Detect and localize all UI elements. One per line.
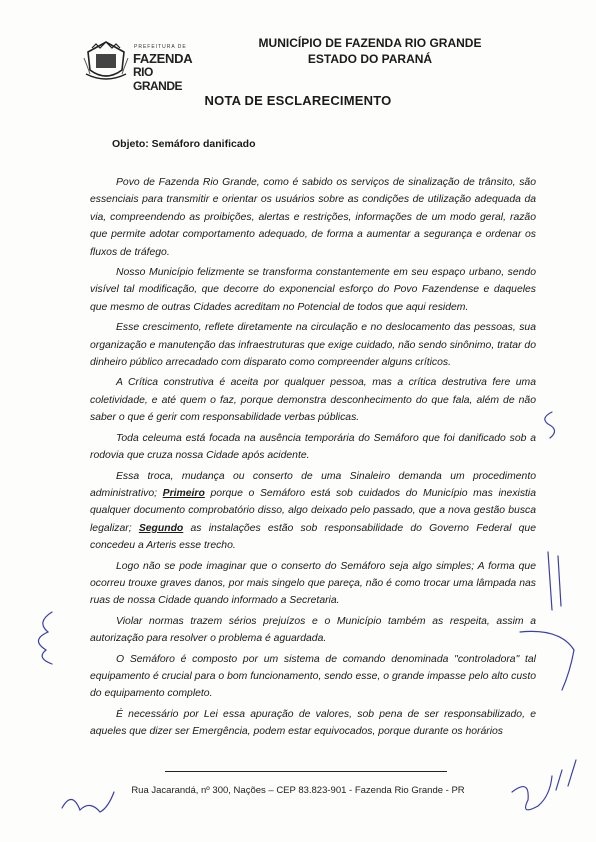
segundo-emphasis: Segundo	[138, 522, 184, 534]
municipality-logo	[82, 38, 200, 93]
logo-rio-grande-label: RIO GRANDE	[133, 65, 183, 93]
paragraph: Toda celeuma está focada na ausência temporária do Semáforo que foi danificado sob a rodovia que cruza nossa Cidade após acidente.	[90, 432, 536, 462]
paragraph-text: Essa troca, mudança ou conserto de uma Sinaleiro demanda um procedimento administrativo;	[90, 470, 536, 499]
footer-divider	[165, 771, 447, 772]
primeiro-emphasis: Primeiro	[162, 487, 205, 499]
municipality-header	[220, 35, 520, 67]
paragraph-text: as instalações estão sob responsabilidade do Governo Federal que concedeu a Arteris esse trecho.	[90, 522, 536, 552]
paragraph: Povo de Fazenda Rio Grande, como é sabido os serviços de sinalização de trânsito, são essenciais para transmitir e orientar os usuários sobre as condições de utilização adequada da via, compreendendo as proibições, alertas e restrições, informações de um modo geral, razão que permite adotar comportamento adequado, de forma a aumentar a segurança e ordenar os fluxos de tráfego.	[90, 177, 536, 258]
state-name: ESTADO DO PARANÁ	[307, 52, 433, 66]
paragraph: Logo não se pode imaginar que o conserto do Semáforo seja algo simples; A forma que ocorreu trouxe graves danos, por mais singelo que pareça, não é como trocar uma lâmpada nas ruas de nossa Cidade quando informado a Secretaria.	[90, 560, 536, 607]
logo-fazenda-label: FAZENDA	[133, 51, 193, 66]
paragraph	[90, 468, 536, 555]
document-body	[90, 174, 536, 744]
logo-prefeitura-label: PREFEITURA DE	[134, 44, 187, 50]
paragraph: Esse crescimento, reflete diretamente na circulação e no deslocamento das pessoas, sua organização e manutenção das infraestruturas que exige cuidado, não sendo sinônimo, tratar do dinheiro público arrecadado com disparato como compreender alguns críticos.	[90, 322, 536, 369]
document-subject: Objeto: Semáforo danificado	[112, 138, 256, 150]
paragraph-text: porque o Semáforo está sob cuidados do Município mas inexistia qualquer documento comprobatório disso, algo deixado pelo passado, que a nova gestão busca legalizar;	[90, 487, 536, 534]
paragraph: A Crítica construtiva é aceita por qualquer pessoa, mas a crítica destrutiva fere uma coletividade, e até quem o faz, porque demonstra desconhecimento do que fala, além de não saber o que é gerir com responsabilidade verbas públicas.	[90, 377, 536, 424]
document-title: NOTA DE ESCLARECIMENTO	[204, 93, 392, 108]
paragraph: Nosso Município felizmente se transforma constantemente em seu espaço urbano, sendo visível tal modificação, que decorre do exponencial esforço do Povo Fazendense e daqueles que mesmo de outras Cidades acreditam no Potencial de todos que aqui residem.	[90, 267, 536, 313]
paragraph: Violar normas trazem sérios prejuízos e o Município também as respeita, assim a autorização para resolver o problema é aguardada.	[90, 615, 536, 645]
pen-mark-right-upper	[545, 412, 555, 438]
coat-of-arms-icon	[82, 38, 130, 84]
pen-mark-left	[38, 612, 52, 664]
pen-mark-right-middle	[548, 552, 561, 610]
paragraph: É necessário por Lei essa apuração de valores, sob pena de ser responsabilizado, e aqueles que dizer ser Emergência, podem estar equivocados, porque durante os horários	[90, 708, 536, 738]
paragraph: O Semáforo é composto por um sistema de comando denominada "controladora" tal equipamento é crucial para o bom funcionamento, sendo esse, o grande impasse pelo alto custo do equipamento completo.	[90, 653, 536, 700]
municipality-name: MUNICÍPIO DE FAZENDA RIO GRANDE	[258, 36, 482, 50]
footer-address: Rua Jacarandá, nº 300, Nações – CEP 83.823-901 - Fazenda Rio Grande - PR	[131, 785, 465, 796]
